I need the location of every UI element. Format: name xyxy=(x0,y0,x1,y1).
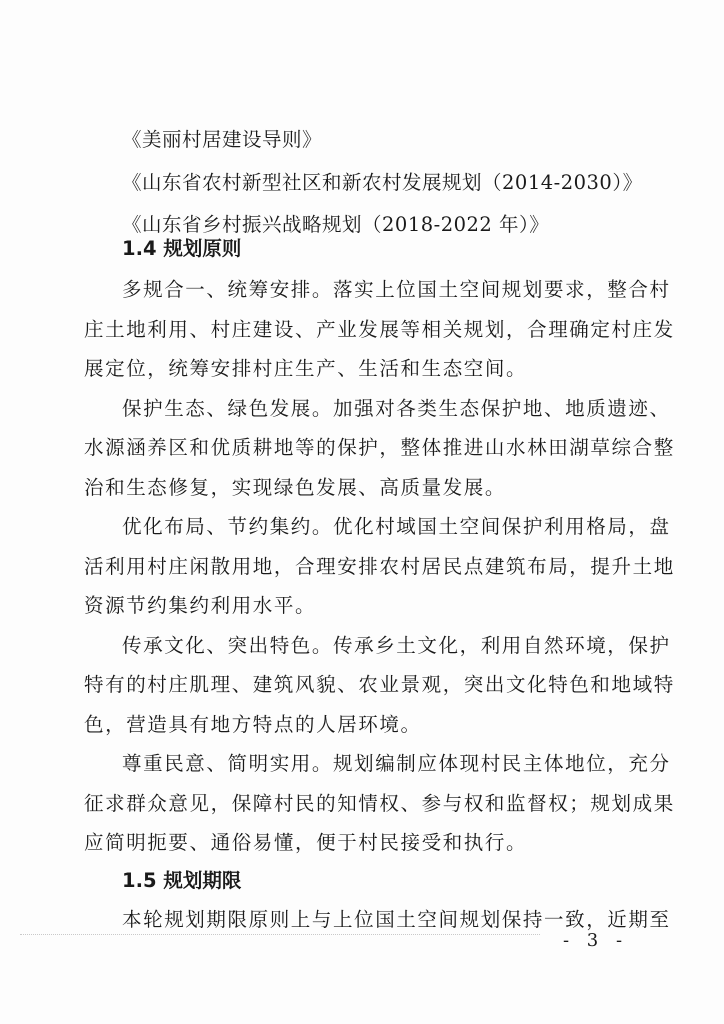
paragraph-line: 治和生态修复，实现绿色发展、高质量发展。 xyxy=(84,476,507,499)
paragraph-line: 色，营造具有地方特点的人居环境。 xyxy=(84,713,422,736)
paragraph-line: 特有的村庄肌理、建筑风貌、农业景观，突出文化特色和地域特 xyxy=(84,673,675,696)
reference-item: 《山东省农村新型社区和新农村发展规划（2014-2030）》 xyxy=(122,171,643,194)
paragraph-line: 征求群众意见，保障村民的知情权、参与权和监督权；规划成果 xyxy=(84,792,675,815)
section-heading-1-4: 1.4 规划原则 xyxy=(122,237,242,260)
paragraph-line: 庄土地利用、村庄建设、产业发展等相关规划，合理确定村庄发 xyxy=(84,318,675,341)
page-number: - 3 - xyxy=(563,930,629,951)
paragraph-line: 展定位，统筹安排村庄生产、生活和生态空间。 xyxy=(84,357,528,380)
section-heading-1-5: 1.5 规划期限 xyxy=(122,869,242,892)
paragraph-line: 保护生态、绿色发展。加强对各类生态保护地、地质遗迹、 xyxy=(122,397,671,420)
paragraph-line: 尊重民意、简明实用。规划编制应体现村民主体地位，充分 xyxy=(122,752,671,775)
scan-artifact-divider xyxy=(20,934,540,936)
reference-item: 《美丽村居建设导则》 xyxy=(122,128,323,151)
paragraph-line: 活利用村庄闲散用地，合理安排农村居民点建筑布局，提升土地 xyxy=(84,555,675,578)
paragraph-line: 应简明扼要、通俗易懂，便于村民接受和执行。 xyxy=(84,831,528,854)
reference-item: 《山东省乡村振兴战略规划（2018-2022 年）》 xyxy=(122,213,550,236)
paragraph-line: 多规合一、统筹安排。落实上位国土空间规划要求，整合村 xyxy=(122,278,671,301)
paragraph-line: 资源节约集约利用水平。 xyxy=(84,594,317,617)
paragraph-line: 传承文化、突出特色。传承乡土文化，利用自然环境，保护 xyxy=(122,634,671,657)
paragraph-line: 优化布局、节约集约。优化村域国土空间保护利用格局，盘 xyxy=(122,515,671,538)
paragraph-line: 水源涵养区和优质耕地等的保护，整体推进山水林田湖草综合整 xyxy=(84,436,675,459)
paragraph-line: 本轮规划期限原则上与上位国土空间规划保持一致，近期至 xyxy=(122,908,671,931)
